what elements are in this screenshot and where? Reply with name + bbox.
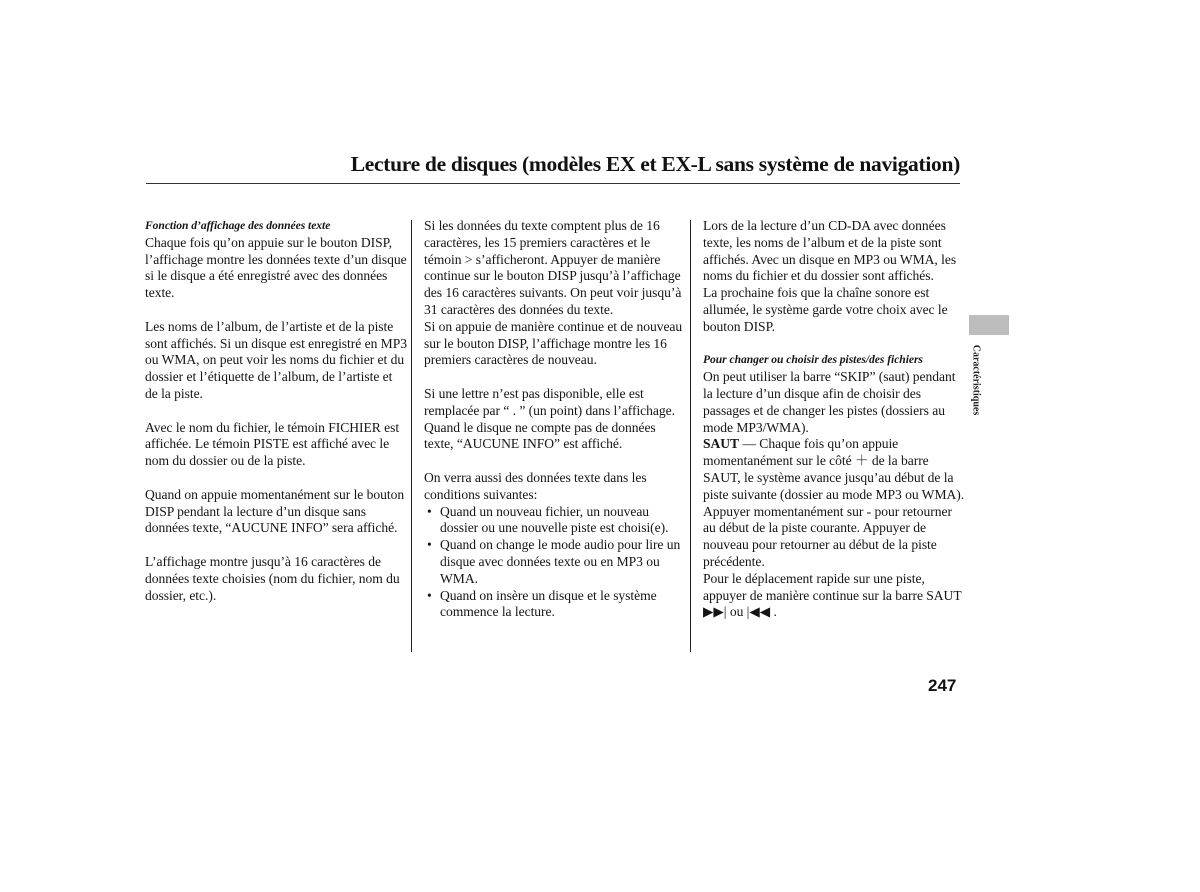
paragraph (703, 436, 965, 570)
list-item (424, 537, 686, 587)
saut-label: SAUT (703, 436, 740, 452)
paragraph: Pour le déplacement rapide sur une piste, appuyer de manière continue sur la barre SAUT ▶▶| ou |◀◀ . (703, 570, 962, 620)
paragraph: Si les données du texte comptent plus de 16 caractères, les 15 premiers caractères et le témoin > s’afficheront. Appuyer de manière continue sur le bouton DISP jusqu’à l’affichage des 16 caractères suivants. On peut voir jusqu’à 31 caractères des données du texte. (424, 218, 682, 317)
section-tab-marker (969, 315, 1009, 335)
paragraph-text: — Chaque fois qu’on appuie momentanément sur le côté ＋ de la barre SAUT, le système avance jusqu’au début de la piste suivante (dossier au mode MP3 ou WMA). Appuyer momentanément sur - pour retourner au début de la piste courante. Appuyer de nouveau pour retourner au début de la piste précédente. (703, 436, 965, 569)
column-divider (411, 220, 412, 652)
paragraph: Les noms de l’album, de l’artiste et de la piste sont affichés. Si un disque est enregistré en MP3 ou WMA, on peut voir les noms du fichier et du dossier et l’étiquette de l’album, de l’artiste et de la piste. (145, 318, 407, 401)
bullet-icon: • (427, 537, 432, 553)
paragraph: Si on appuie de manière continue et de nouveau sur le bouton DISP, l’affichage montre les 16 premiers caractères de nouveau. (424, 318, 683, 368)
section-heading-tracks: Pour changer ou choisir des pistes/des fichiers (703, 353, 923, 367)
list-item-text: Quand on change le mode audio pour lire un disque avec données texte ou en MP3 ou WMA. (440, 537, 681, 586)
paragraph: On verra aussi des données texte dans les conditions suivantes: (424, 469, 647, 502)
paragraph: Si une lettre n’est pas disponible, elle est remplacée par “ . ” (un point) dans l’affichage. Quand le disque ne compte pas de données texte, “AUCUNE INFO” est affiché. (424, 385, 675, 452)
list-item-text: Quand on insère un disque et le système commence la lecture. (440, 587, 657, 620)
paragraph: On peut utiliser la barre “SKIP” (saut) pendant la lecture d’un disque afin de choisir des passages et de changer les pistes (dossiers au mode MP3/WMA). (703, 369, 956, 435)
paragraph: Quand on appuie momentanément sur le bouton DISP pendant la lecture d’un disque sans données texte, “AUCUNE INFO” sera affiché. (145, 486, 405, 536)
column-divider (690, 220, 691, 652)
page-number: 247 (928, 676, 957, 695)
bullet-icon: • (427, 587, 432, 603)
paragraph: Avec le nom du fichier, le témoin FICHIER est affichée. Le témoin PISTE est affiché avec le nom du dossier ou de la piste. (145, 419, 400, 469)
list-item-text: Quand un nouveau fichier, un nouveau dossier ou une nouvelle piste est choisi(e). (440, 503, 669, 536)
list-item (424, 504, 686, 538)
column-1 (145, 218, 407, 604)
section-heading-text-display: Fonction d’affichage des données texte (145, 219, 331, 232)
paragraph: Lors de la lecture d’un CD-DA avec données texte, les noms de l’album et de la piste sont affichés. Avec un disque en MP3 ou WMA, les noms du fichier et du dossier sont affichés. (703, 218, 957, 284)
page-title: Lecture de disques (modèles EX et EX-L sans système de navigation) (350, 152, 960, 176)
paragraph: Chaque fois qu’on appuie sur le bouton DISP, l’affichage montre les données texte d’un disque si le disque a été enregistré avec des données texte. (145, 234, 407, 301)
column-3 (703, 218, 965, 621)
section-side-label: Caractéristiques (970, 344, 982, 416)
title-rule (146, 183, 960, 184)
column-2 (424, 218, 686, 621)
paragraph: L’affichage montre jusqu’à 16 caractères de données texte choisies (nom du fichier, nom du dossier, etc.). (145, 553, 400, 603)
paragraph: La prochaine fois que la chaîne sonore est allumée, le système garde votre choix avec le bouton DISP. (703, 285, 948, 334)
list-item (424, 588, 686, 622)
bullet-icon: • (427, 503, 432, 519)
